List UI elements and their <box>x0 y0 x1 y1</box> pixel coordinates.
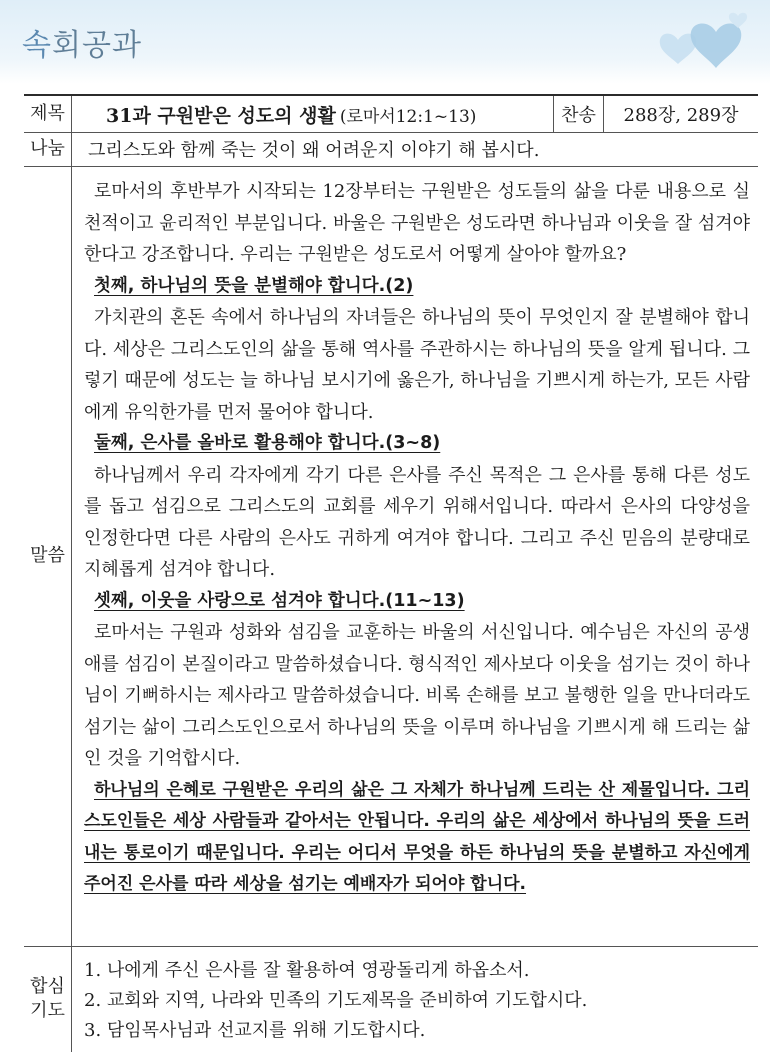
point-heading: 첫째, 하나님의 뜻을 분별해야 합니다.(2) <box>94 275 414 296</box>
section-title-first-char: 속 <box>22 28 52 63</box>
lesson-table <box>24 94 758 1054</box>
lesson-title: 31과 구원받은 성도의 생활 <box>106 104 336 127</box>
hymn-numbers: 288장, 289장 <box>623 105 739 126</box>
heart-icon <box>691 23 742 68</box>
prayer-item: 1. 나에게 주신 은사를 잘 활용하여 영광돌리게 하옵소서. <box>84 960 530 981</box>
heart-icon <box>660 34 696 64</box>
title-row <box>24 96 758 133</box>
point-heading: 셋째, 이웃을 사랑으로 섬겨야 합니다.(11~13) <box>94 590 465 611</box>
prayer-label: 합심 기도 <box>24 946 72 1052</box>
scripture-reference: (로마서12:1~13) <box>339 106 477 127</box>
lesson-title-cell <box>72 96 554 132</box>
word-row <box>24 166 758 947</box>
point-paragraph: 하나님께서 우리 각자에게 각기 다른 은사를 주신 목적은 그 은사를 통해 다른 성도를 돕고 섬김으로 그리스도의 교회를 세우기 위해서입니다. 따라서 은사의 다양성을 인정한다면 다른 사람의 은사도 귀하게 여겨야 합니다. 그리고 주신 믿음의 분량대로 지혜롭게 섬겨야 합니다. <box>84 464 750 580</box>
point-paragraph: 로마서는 구원과 성화와 섬김을 교훈하는 바울의 서신입니다. 예수님은 자신의 공생애를 섬김이 본질이라고 말씀하셨습니다. 형식적인 제사보다 이웃을 섬기는 것이 하나님이 기뻐하시는 제사라고 말씀하셨습니다. 비록 손해를 보고 불행한 일을 만나더라도 섬기는 삶이 그리스도인으로서 하나님의 뜻을 이루며 하나님을 기쁘시게 해 드리는 삶인 것을 기억합시다. <box>84 622 750 769</box>
hymn-label: 찬송 <box>554 96 604 132</box>
prayer-list <box>84 956 587 1046</box>
hearts-decoration <box>638 10 758 76</box>
conclusion-paragraph: 하나님의 은혜로 구원받은 우리의 삶은 그 자체가 하나님께 드리는 산 제물입니다. 그리스도인들은 세상 사람들과 같아서는 안됩니다. 우리의 삶은 세상에서 하나님의 뜻을 드러내는 통로이기 때문입니다. 우리는 어디서 무엇을 하든 하나님의 뜻을 분별하고 자신에게 주어진 은사를 따라 세상을 섬기는 예배자가 되어야 합니다. <box>84 779 750 894</box>
share-row <box>24 132 758 167</box>
prayer-item: 2. 교회와 지역, 나라와 민족의 기도제목을 준비하여 기도합시다. <box>84 990 588 1011</box>
share-question: 그리스도와 함께 죽는 것이 왜 어려운지 이야기 해 봅시다. <box>88 140 540 161</box>
prayer-item: 3. 담임목사님과 선교지를 위해 기도합시다. <box>84 1020 426 1041</box>
prayer-row <box>24 946 758 1052</box>
header-band <box>0 0 770 84</box>
section-title-rest: 회공과 <box>51 28 142 63</box>
sermon-body <box>84 176 750 901</box>
word-label: 말씀 <box>24 166 72 946</box>
section-title <box>22 20 142 64</box>
point-paragraph: 가치관의 혼돈 속에서 하나님의 자녀들은 하나님의 뜻이 무엇인지 잘 분별해야 합니다. 세상은 그리스도인의 삶을 통해 역사를 주관하시는 하나님의 뜻을 알게 됩니다. 그렇기 때문에 성도는 늘 하나님 보시기에 옳은가, 하나님을 기쁘시게 하는가, 모든 사람에게 유익한가를 먼저 물어야 합니다. <box>84 307 750 423</box>
share-label: 나눔 <box>24 132 72 166</box>
intro-paragraph: 로마서의 후반부가 시작되는 12장부터는 구원받은 성도들의 삶을 다룬 내용으로 실천적이고 윤리적인 부분입니다. 바울은 구원받은 성도라면 하나님과 이웃을 잘 섬겨야 한다고 강조합니다. 우리는 구원받은 성도로서 어떻게 살아야 할까요? <box>84 181 750 265</box>
point-heading: 둘째, 은사를 올바로 활용해야 합니다.(3~8) <box>94 433 441 453</box>
title-label: 제목 <box>24 96 72 132</box>
